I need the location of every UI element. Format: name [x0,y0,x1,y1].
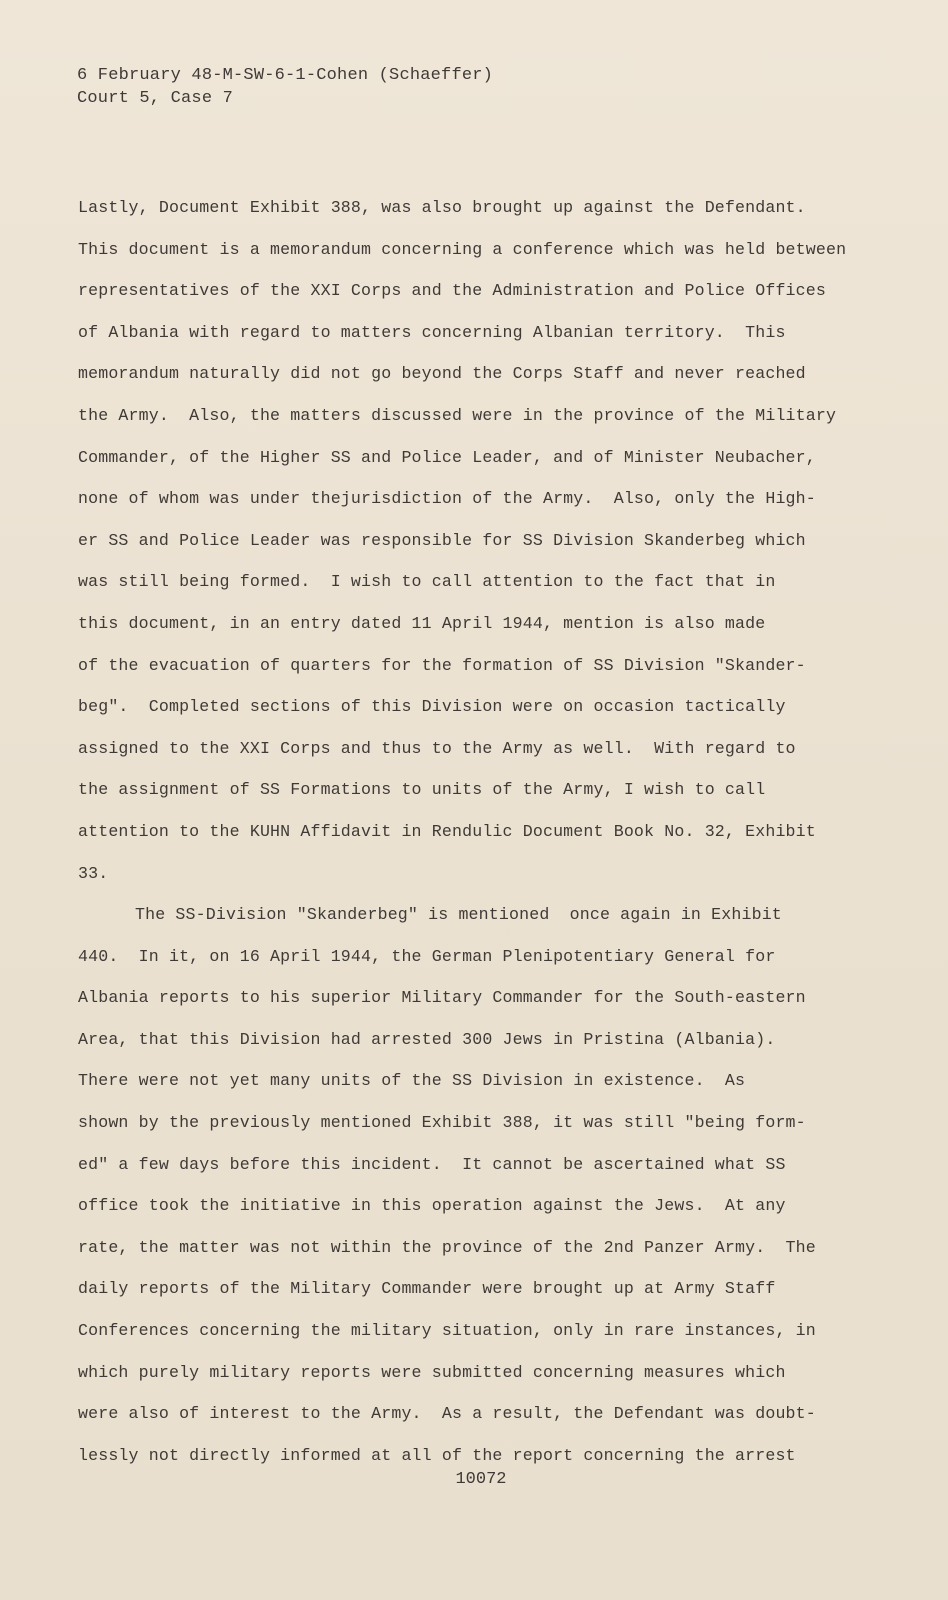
text-line: attention to the KUHN Affidavit in Rendulic Document Book No. 32, Exhibit [78,821,816,841]
text-line: Conferences concerning the military situation, only in rare instances, in [78,1321,816,1341]
text-line: Area, that this Division had arrested 300 Jews in Pristina (Albania). [78,1029,776,1049]
text-line: of the evacuation of quarters for the formation of SS Division "Skander- [78,655,806,675]
text-line: beg". Completed sections of this Division were on occasion tactically [78,697,786,717]
document-header [77,64,493,110]
text-line: lessly not directly informed at all of the report concerning the arrest [78,1445,796,1465]
text-line: Albania reports to his superior Military Commander for the South-eastern [78,988,806,1008]
text-line: Commander, of the Higher SS and Police Leader, and of Minister Neubacher, [78,447,816,467]
text-line: office took the initiative in this operation against the Jews. At any [78,1196,786,1216]
header-date-line: 6 February 48-M-SW-6-1-Cohen (Schaeffer) [77,66,494,85]
text-line: The SS-Division "Skanderbeg" is mentioned once again in Exhibit [135,905,782,925]
text-line: Lastly, Document Exhibit 388, was also brought up against the Defendant. [78,198,806,217]
text-line: were also of interest to the Army. As a result, the Defendant was doubt- [78,1404,816,1424]
text-line: memorandum naturally did not go beyond the Corps Staff and never reached [78,364,806,384]
text-line: daily reports of the Military Commander were brought up at Army Staff [78,1279,776,1299]
text-line: rate, the matter was not within the province of the 2nd Panzer Army. The [78,1237,816,1257]
document-body [78,187,868,1476]
text-line: 440. In it, on 16 April 1944, the German Plenipotentiary General for [78,946,776,966]
text-line: representatives of the XXI Corps and the Administration and Police Offices [78,281,826,301]
text-line: er SS and Police Leader was responsible for SS Division Skanderbeg which [78,530,806,550]
text-line: There were not yet many units of the SS Division in existence. As [78,1071,746,1091]
page-number: 10072 [455,1470,507,1489]
text-line: the assignment of SS Formations to units of the Army, I wish to call [78,780,766,800]
text-line: 33. [78,863,109,883]
text-line: the Army. Also, the matters discussed were in the province of the Military [78,405,837,425]
text-line: This document is a memorandum concerning a conference which was held between [78,239,847,259]
paragraph-1 [78,187,868,894]
text-line: assigned to the XXI Corps and thus to the Army as well. With regard to [78,738,796,758]
text-line: of Albania with regard to matters concerning Albanian territory. This [78,322,786,342]
text-line: was still being formed. I wish to call attention to the fact that in [78,572,776,592]
text-line: ed" a few days before this incident. It cannot be ascertained what SS [78,1154,786,1174]
text-line: none of whom was under thejurisdiction of the Army. Also, only the High- [78,489,816,509]
header-court-line: Court 5, Case 7 [77,89,234,108]
text-line: this document, in an entry dated 11 April 1944, mention is also made [78,613,766,633]
text-line: shown by the previously mentioned Exhibit 388, it was still "being form- [78,1113,806,1133]
paragraph-2 [78,894,868,1476]
text-line: which purely military reports were submitted concerning measures which [78,1362,786,1382]
